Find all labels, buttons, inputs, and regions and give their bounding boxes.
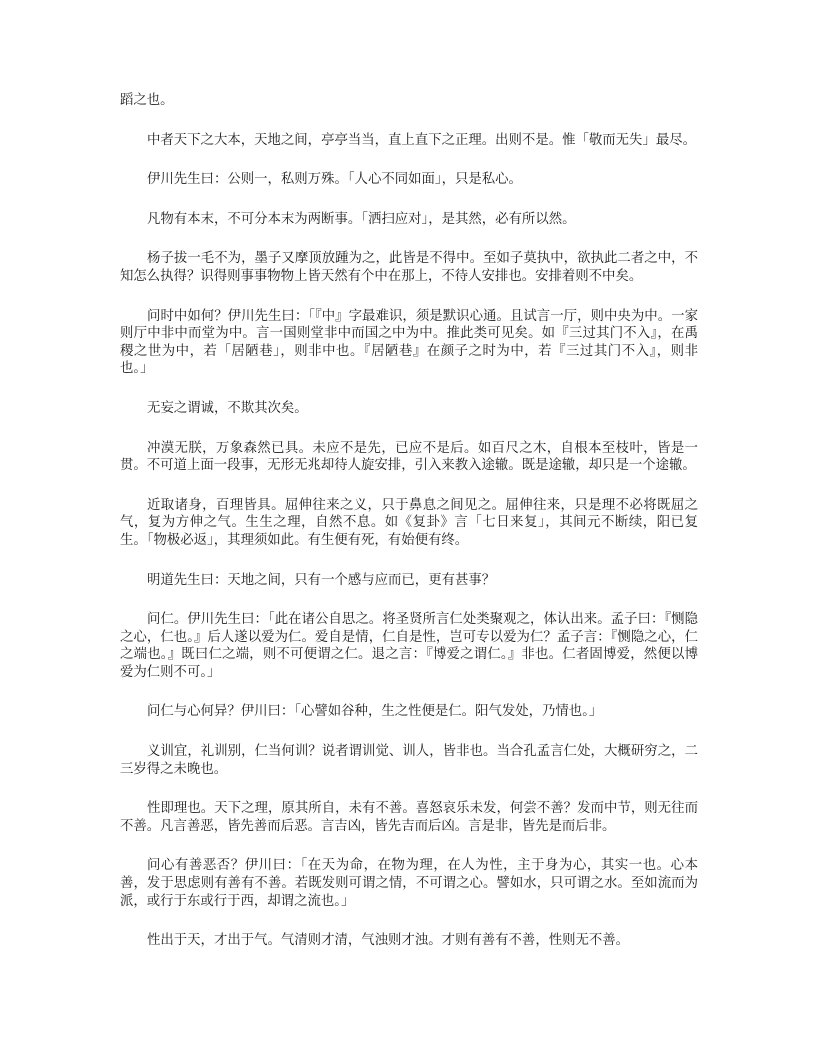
paragraph-gan-ying: 明道先生曰：天地之间，只有一个感与应而已，更有甚事？ [147, 572, 496, 588]
paragraph-zhong-dao: 中者天下之大本，天地之间，亭亭当当，直上直下之正理。出则不是。惟「敬而无失」最尽。 [147, 132, 697, 148]
paragraph-wu-wang: 无妄之谓诚，不欺其次矣。 [147, 400, 308, 416]
paragraph-ren-xin: 问仁与心何异？伊川曰：「心譬如谷种，生之性便是仁。阳气发处，乃情也。」 [147, 704, 603, 720]
paragraph-chong-mo: 冲漠无朕，万象森然已具。未应不是先，已应不是后。如百尺之木，自根本至枝叶，皆是一贯。不可道上面一段事，无形无兆却待人旋安排，引入来教入途辙。既是途辙，却只是一个途辙。 [120, 440, 698, 474]
paragraph-xing-li: 性即理也。天下之理，原其所自，未有不善。喜怒哀乐未发，何尝不善？发而中节，则无往而不善。凡言善恶，皆先善而后恶。言吉凶，皆先吉而后凶。言是非，皆先是而后非。 [120, 801, 698, 834]
paragraph-jin-qu: 近取诸身，百理皆具。屈伸往来之义，只于鼻息之间见之。屈伸往来，只是理不必将既屈之气，复为方伸之气。生生之理，自然不息。如《复卦》言「七日来复」，其间元不断续，阳已复生。「物极必返」，其理须如此。有生便有死，有始便有终。 [120, 497, 698, 548]
paragraph-ben-mo: 凡物有本末，不可分本末为两断事。「洒扫应对」，是其然，必有所以然。 [147, 211, 576, 227]
paragraph-yang-mo: 杨子拔一毛不为，墨子又摩顶放踵为之，此皆是不得中。至如子莫执中，欲执此二者之中，不知怎么执得？识得则事事物物上皆天然有个中在那上，不待人安排也。安排着则不中矣。 [120, 251, 698, 284]
document-page [120, 92, 698, 972]
paragraph-continuation: 蹈之也。 [120, 93, 174, 108]
paragraph-yi-xun: 义训宜，礼训别，仁当何训？说者谓训觉、训人，皆非也。当合孔孟言仁处，大概研穷之，二三岁得之未晚也。 [120, 744, 698, 777]
paragraph-gong-si: 伊川先生曰：公则一，私则万殊。「人心不同如面」，只是私心。 [147, 172, 522, 188]
paragraph-wen-ren: 问仁。伊川先生曰：「此在诸公自思之。将圣贤所言仁处类聚观之，体认出来。孟子曰：『恻隐之心，仁也。』后人遂以爱为仁。爱自是情，仁自是性，岂可专以爱为仁？孟子言：『恻隐之心，仁之端也。』既曰仁之端，则不可便谓之仁。退之言：『博爱之谓仁。』非也。仁者固博爱，然便以博爱为仁则不可。」 [120, 612, 698, 680]
paragraph-xing-cai: 性出于天，才出于气。气清则才清，气浊则才浊。才则有善有不善，性则无不善。 [147, 933, 630, 949]
paragraph-shi-zhong: 问时中如何？伊川先生曰：「『中』字最难识，须是默识心通。且试言一厅，则中央为中。一家则厅中非中而堂为中。言一国则堂非中而国之中为中。推此类可见矣。如『三过其门不入』，在禹稷之世为中，若「居陋巷」，则非中也。『居陋巷』在颜子之时为中，若『三过其门不入』，则非也。」 [120, 308, 698, 377]
paragraph-xin-shan-e: 问心有善恶否？伊川曰：「在天为命，在物为理，在人为性，主于身为心，其实一也。心本善，发于思虑则有善有不善。若既发则可谓之情，不可谓之心。譬如水，只可谓之水。至如流而为派，或行于东或行于西，却谓之流也。」 [120, 858, 698, 909]
